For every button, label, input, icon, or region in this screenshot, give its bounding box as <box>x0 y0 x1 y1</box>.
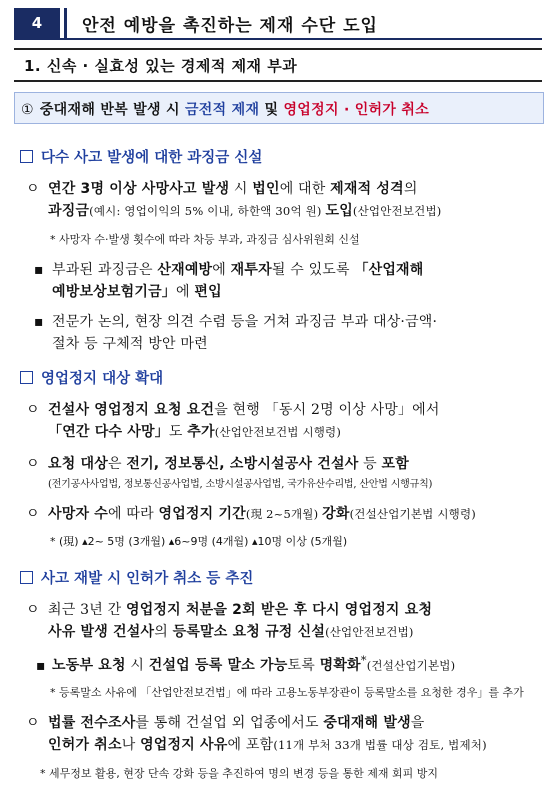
square-bullet-icon: ▪ <box>36 657 46 674</box>
paragraph-target-line2: (전기공사사업법, 정보통신공사업법, 소방시설공사업법, 국가유산수리법, 산안법 시행규칙) <box>48 479 433 490</box>
circle-bullet-icon: ㅇ <box>26 456 40 472</box>
chapter-separator <box>64 8 67 38</box>
checkbox-square-icon <box>20 571 33 584</box>
paragraph-fund-line1: ▪ 부과된 과징금은 산재예방에 재투자될 수 있도록 「산업재해 <box>34 262 424 278</box>
paragraph-suspension-line2: 「연간 다수 사망」도 추가(산업안전보건법 시행령) <box>48 424 342 440</box>
square-bullet-icon: ▪ <box>34 262 44 278</box>
checkbox-square-icon <box>20 371 33 384</box>
circle-bullet-icon: ㅇ <box>26 715 40 731</box>
item-marker: ① <box>21 102 34 118</box>
square-bullet-icon: ▪ <box>34 314 44 330</box>
circle-bullet-icon: ㅇ <box>26 181 40 197</box>
chapter-header <box>14 8 542 40</box>
checkbox-square-icon <box>20 150 33 163</box>
item-header <box>14 92 544 124</box>
footnote-evasion: * 세무정보 활용, 현장 단속 강화 등을 추진하여 명의 변경 등을 통한 제재 회피 방지 <box>40 767 438 780</box>
chapter-number: 4 <box>14 8 60 38</box>
paragraph-revocation-line2: 사유 발생 건설사의 등록말소 요청 규정 신설(산업안전보건법) <box>48 624 414 640</box>
footnote-penalty: * 사망자 수·발생 횟수에 따라 차등 부과, 과징금 심사위원회 신설 <box>50 233 360 246</box>
subheading-revocation: 사고 재발 시 인허가 취소 등 추진 <box>20 567 253 588</box>
chapter-title: 안전 예방을 촉진하는 제재 수단 도입 <box>82 16 378 36</box>
footnote-deregistration: * 등록말소 사유에 「산업안전보건법」에 따라 고용노동부장관이 등록말소를 요청한 경우」를 추가 <box>50 686 524 699</box>
circle-bullet-icon: ㅇ <box>26 506 40 522</box>
paragraph-deregistration-line1: ▪ 노동부 요청 시 건설업 등록 말소 가능토록 명확화*(건설산업기본법) <box>36 653 456 674</box>
paragraph-revocation-line1: ㅇ 최근 3년 간 영업정지 처분을 2회 받은 후 다시 영업정지 요청 <box>26 599 432 619</box>
paragraph-period-line1: ㅇ 사망자 수에 따라 영업정지 기간(現 2~5개월) 강화(건설산업기본법 시행령) <box>26 503 476 523</box>
paragraph-suspension-line1: ㅇ 건설사 영업정지 요청 요건을 현행 「동시 2명 이상 사망」에서 <box>26 399 440 419</box>
paragraph-penalty-line1: ㅇ 연간 3명 이상 사망사고 발생 시 법인에 대한 제재적 성격의 <box>26 178 418 198</box>
paragraph-plan-line2: 절차 등 구체적 방안 마련 <box>52 336 208 352</box>
paragraph-fund-line2: 예방보상보험기금」에 편입 <box>52 284 222 300</box>
subheading-suspension: 영업정지 대상 확대 <box>20 367 163 388</box>
section-title: 1. 신속 · 실효성 있는 경제적 제재 부과 <box>24 57 298 75</box>
subheading-penalty: 다수 사고 발생에 대한 과징금 신설 <box>20 146 262 167</box>
item-title: ① 중대재해 반복 발생 시 금전적 제재 및 영업정지 · 인허가 취소 <box>21 102 430 118</box>
paragraph-penalty-line2: 과징금(예시: 영업이익의 5% 이내, 하한액 30억 원) 도입(산업안전보건법) <box>48 203 442 219</box>
paragraph-plan-line1: ▪ 전문가 논의, 현장 의견 수렴 등을 거쳐 과징금 부과 대상·금액· <box>34 314 438 330</box>
paragraph-survey-line1: ㅇ 법률 전수조사를 통해 건설업 외 업종에서도 중대재해 발생을 <box>26 712 425 732</box>
paragraph-target-line1: ㅇ 요청 대상은 전기, 정보통신, 소방시설공사 건설사 등 포함 <box>26 453 409 473</box>
circle-bullet-icon: ㅇ <box>26 402 40 418</box>
section-header <box>14 48 542 82</box>
circle-bullet-icon: ㅇ <box>26 602 40 618</box>
paragraph-survey-line2: 인허가 취소나 영업정지 사유에 포함(11개 부처 33개 법률 대상 검토, 법제처) <box>48 737 487 753</box>
footnote-period: * (現) ▴2~ 5명 (3개월) ▴6~9명 (4개월) ▴10명 이상 (5개월) <box>50 535 348 548</box>
